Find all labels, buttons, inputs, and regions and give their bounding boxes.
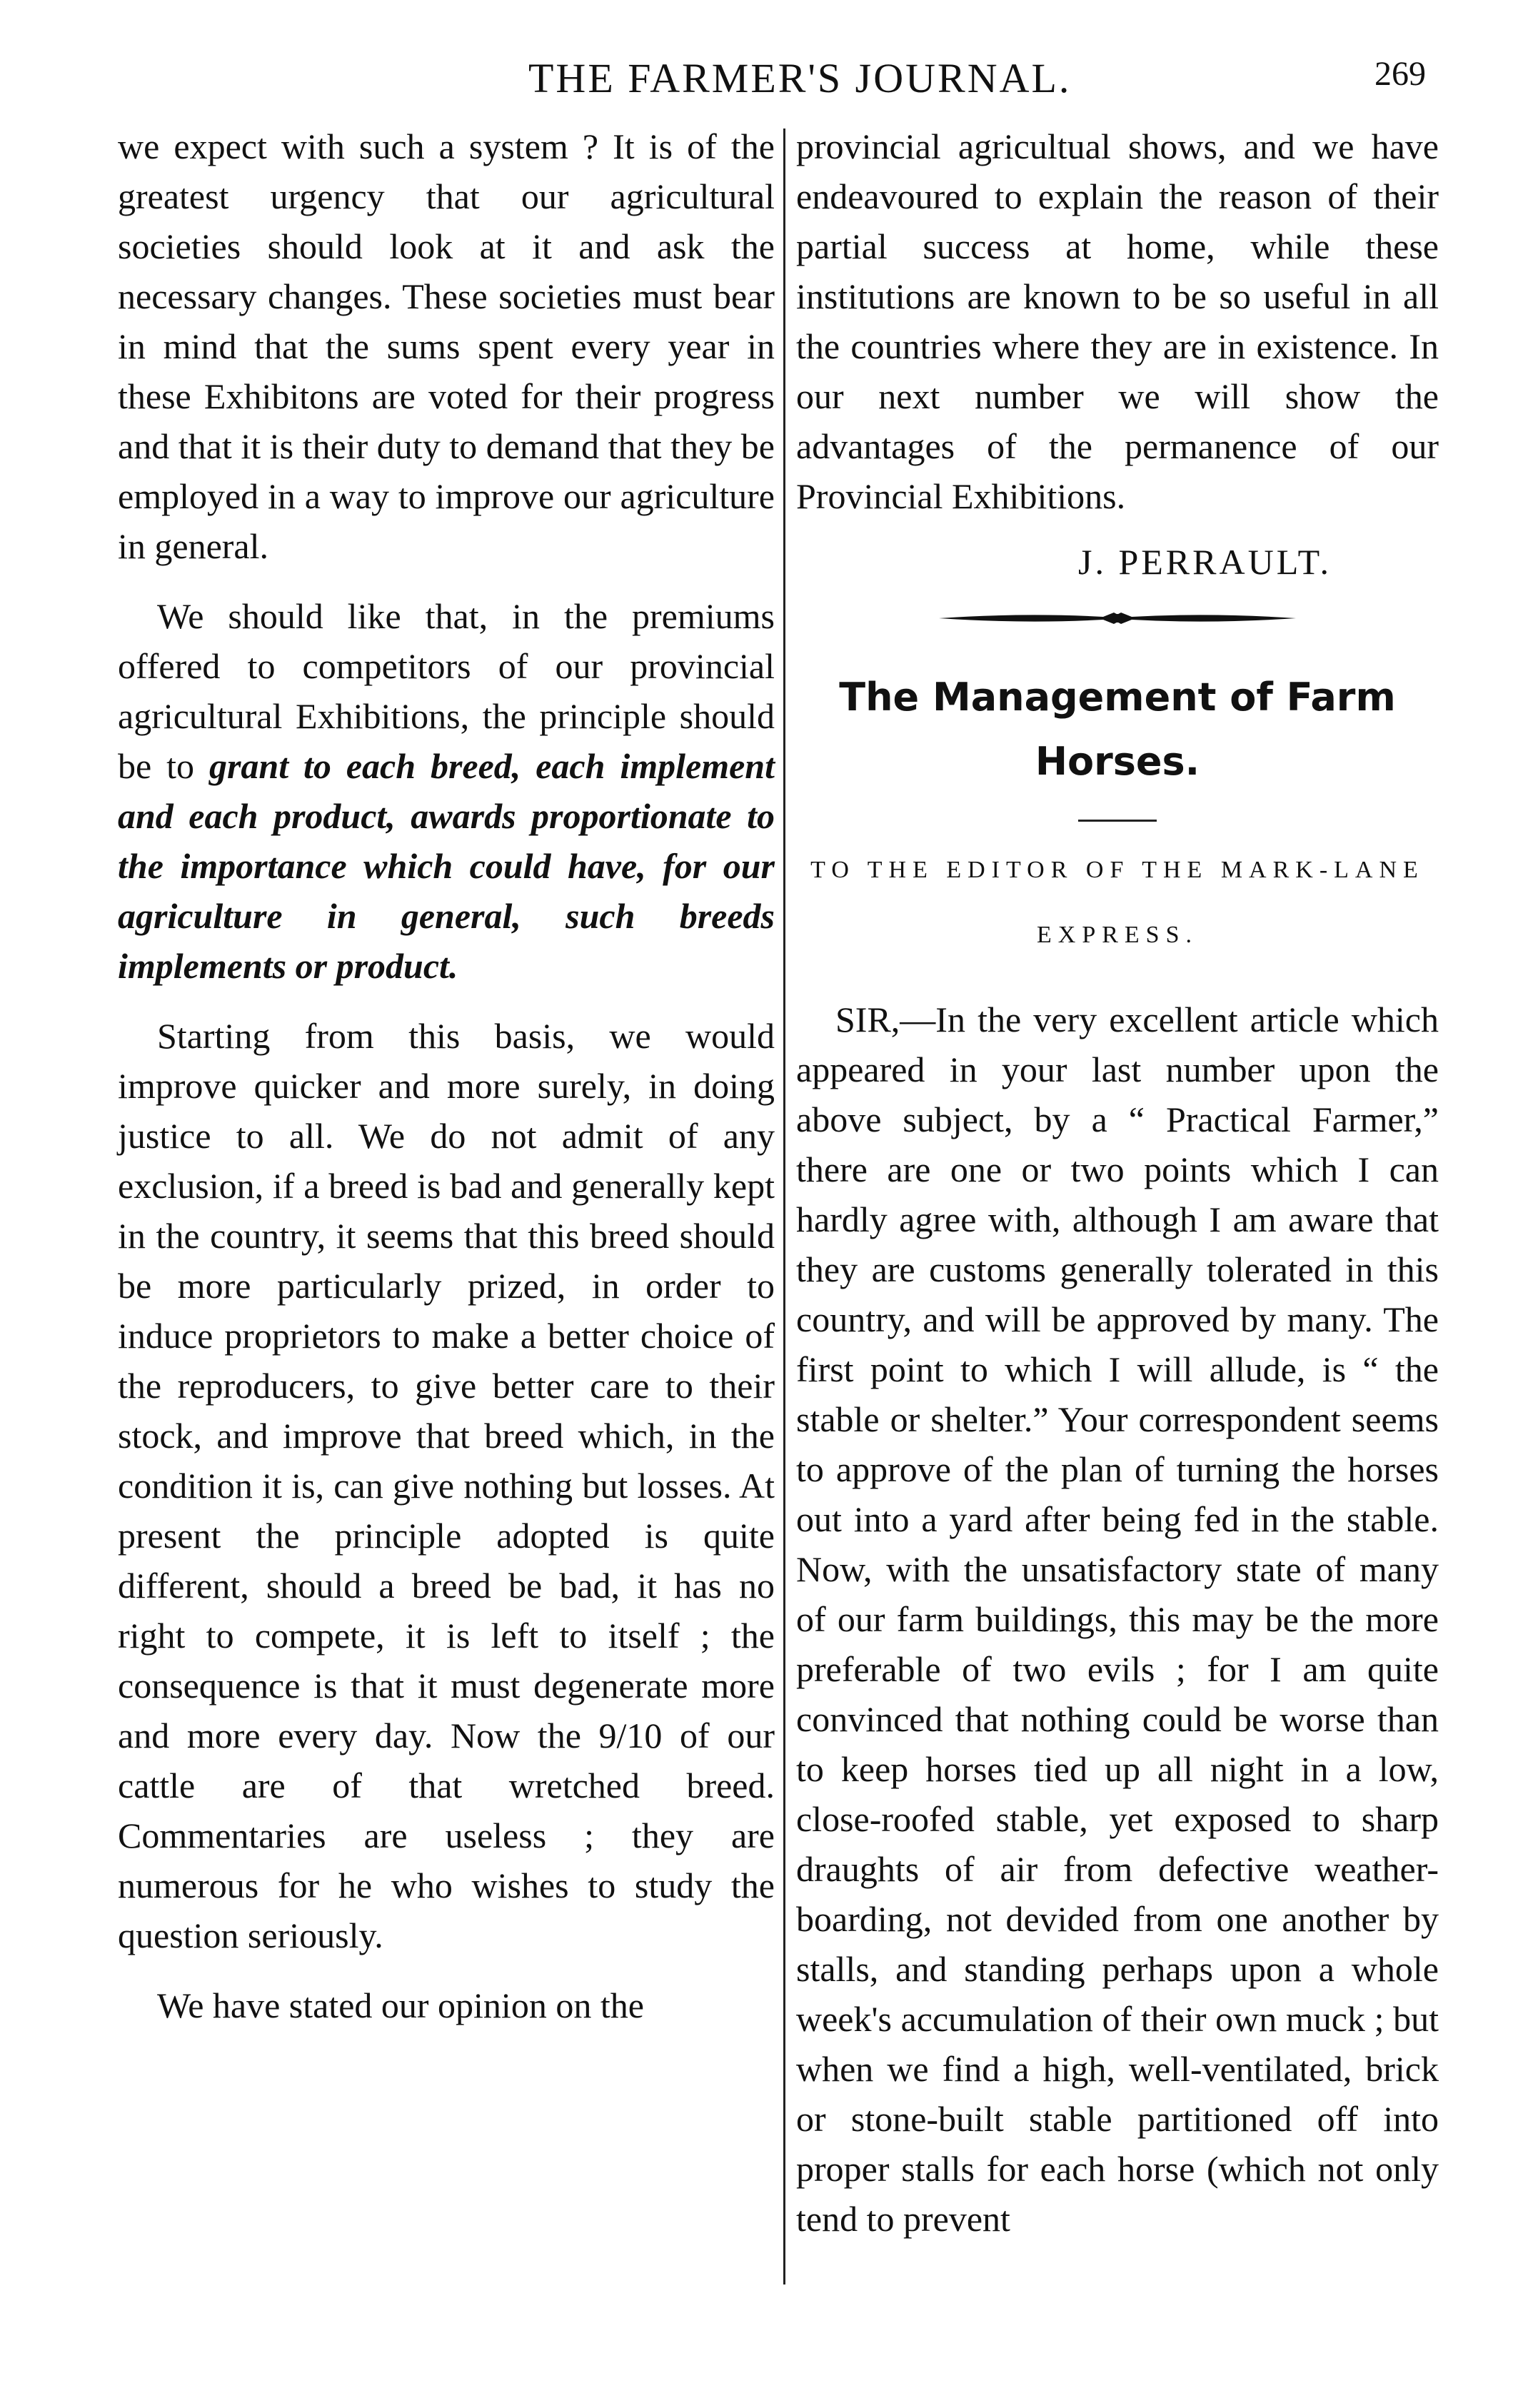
page-number: 269 xyxy=(1374,55,1426,93)
left-paragraph-2 xyxy=(118,591,775,991)
title-rule xyxy=(1078,820,1157,822)
left-paragraph-3: Starting from this basis, we would improve quicker and more surely, in doing justice to all. We do not admit of any exclusion, if a breed is bad and generally kept in the country, it seems that this breed should be more particularly prized, in order to induce proprietors to make a better choice of the reproducers, to give better care to their stock, and improve that breed which, in the condition it is, can give nothing but losses. At present the principle adopted is quite different, should a breed be bad, it has no right to compete, it is left to itself ; the consequence is that it must degenerate more and more every day. Now the 9/10 of our cattle are of that wretched breed. Commentaries are useless ; they are numerous for he who wishes to study the question seriously. xyxy=(118,1016,775,1955)
article-title: The Management of Farm Horses. xyxy=(839,675,1396,784)
left-paragraph-2-emphasis: grant to each breed, each implement and each product, awards proportionate to the importance which could have, for our agriculture in general, such breeds implements or product. xyxy=(118,746,775,986)
right-column xyxy=(796,121,1439,2244)
left-paragraph-4: We have stated our opinion on the xyxy=(157,1985,644,2025)
addressee-line-2: EXPRESS. xyxy=(1037,922,1198,948)
left-paragraph-1: we expect with such a system ? It is of the greatest urgency that our agricultural societies should look at it and ask the necessary changes. These societies must bear in mind that the sums spent every year in these Exhibitons are voted for their progress and that it is their duty to demand that they be employed in a way to improve our agriculture in general. xyxy=(118,126,775,566)
journal-title: THE FARMER'S JOURNAL. xyxy=(528,55,1072,101)
ornament-divider xyxy=(796,604,1439,633)
right-paragraph-1: provincial agricultual shows, and we have endeavoured to explain the reason of their partial success at home, while these institutions are known to be so useful in all the countries where they are in existence. In our next number we will show the advantages of the permanence of our Provincial Exhibitions. xyxy=(796,126,1439,516)
addressee-line-1: TO THE EDITOR OF THE MARK-LANE xyxy=(810,857,1424,883)
left-column xyxy=(118,121,775,2030)
column-rule xyxy=(783,129,785,2284)
right-paragraph-2: SIR,—In the very excellent article which appeared in your last number upon the above subject, by a “ Practical Farmer,” there are one or two points which I can hardly agree with, although I am aware that they are customs generally tolerated in this country, and will be approved by many. The first point to which I will allude, is “ the stable or shelter.” Your correspondent seems to approve of the plan of turning the horses out into a yard after being fed in the stable. Now, with the unsatisfactory state of many of our farm buildings, this may be the more preferable of two evils ; for I am quite convinced that nothing could be worse than to keep horses tied up all night in a low, close-roofed stable, yet exposed to sharp draughts of air from defective weather-boarding, not devided from one another by stalls, and standing perhaps upon a whole week's accumulation of their own muck ; but when we find a high, well-ventilated, brick or stone-built stable partitioned off into proper stalls for each horse (which not only tend to prevent xyxy=(796,999,1439,2239)
left-paragraph-2-intro: We should like that, in the premiums offered to competitors of our provincial agricultural Exhibitions, the principle should be to xyxy=(118,596,775,786)
author-signature: J. PERRAULT. xyxy=(1077,542,1332,582)
running-head xyxy=(0,54,1523,119)
